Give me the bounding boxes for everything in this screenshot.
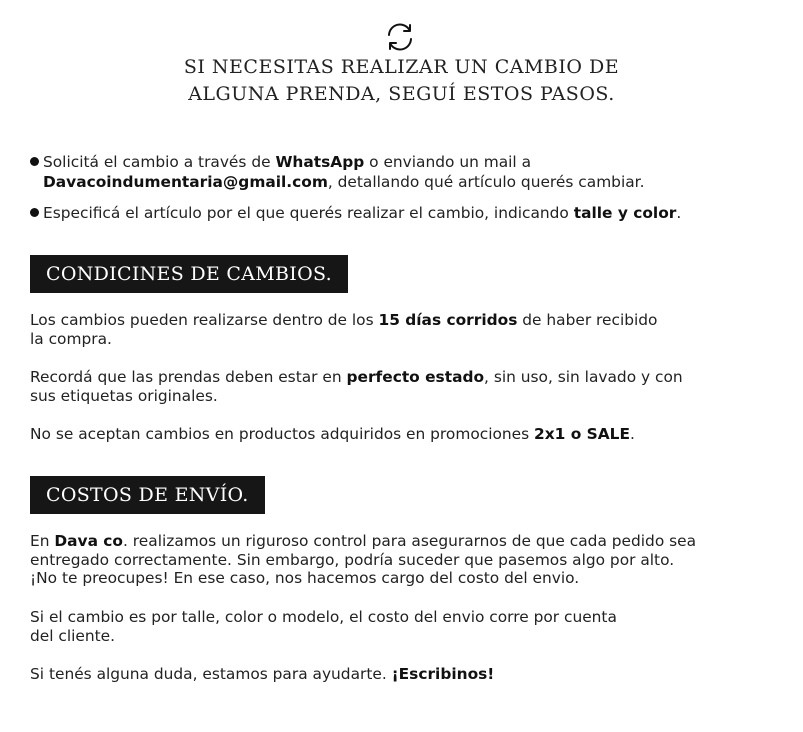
text: la compra. xyxy=(30,329,112,348)
text: En xyxy=(30,532,55,550)
brand-name: Dava co xyxy=(54,532,124,550)
step1-text: Solicitá el cambio a través de xyxy=(43,153,276,171)
conditions-paragraph-3 xyxy=(30,425,635,444)
text: No se aceptan cambios en productos adquiridos en promociones xyxy=(30,425,535,443)
conditions-paragraph-1 xyxy=(30,311,657,348)
step1-text-end: , detallando qué artículo querés cambiar. xyxy=(327,173,645,191)
text: sus etiquetas originales. xyxy=(30,386,218,405)
step1-text-mid: o enviando un mail a xyxy=(364,153,532,171)
text: ¡No te preocupes! En ese caso, nos hacemos cargo del costo del envio. xyxy=(30,569,580,587)
text: Si tenés alguna duda, estamos para ayudarte. xyxy=(30,665,392,683)
promo-exclusion: 2x1 o SALE xyxy=(534,425,630,443)
bullet-dot xyxy=(30,208,39,217)
conditions-paragraph-2 xyxy=(30,368,683,405)
size-color-text: talle y color xyxy=(573,204,677,222)
shipping-paragraph-1 xyxy=(30,532,696,588)
shipping-paragraph-2 xyxy=(30,608,617,645)
page-title-line-2: ALGUNA PRENDA, SEGUÍ ESTOS PASOS. xyxy=(188,83,615,105)
step2-text: Especificá el artículo por el que querés realizar el cambio, indicando xyxy=(43,204,574,222)
conditions-heading: CONDICINES DE CAMBIOS. xyxy=(30,255,348,293)
days-limit: 15 días corridos xyxy=(378,311,518,329)
text: . realizamos un riguroso control para asegurarnos de que cada pedido sea xyxy=(123,532,697,550)
text: . xyxy=(629,425,635,443)
write-us-text: ¡Escribinos! xyxy=(391,665,495,683)
email-address: Davacoindumentaria@gmail.com xyxy=(43,173,328,191)
text: entregado correctamente. Sin embargo, podría suceder que pasemos algo por alto. xyxy=(30,550,675,569)
step-item-1 xyxy=(30,152,644,192)
step2-text-end: . xyxy=(676,204,682,222)
shipping-paragraph-3 xyxy=(30,665,494,684)
text: del cliente. xyxy=(30,626,116,645)
bullet-dot xyxy=(30,157,39,166)
text: Los cambios pueden realizarse dentro de los xyxy=(30,311,379,329)
refresh-cycle-icon xyxy=(384,21,416,53)
step-item-2 xyxy=(30,203,681,223)
text: , sin uso, sin lavado y con xyxy=(484,368,683,386)
whatsapp-text: WhatsApp xyxy=(275,153,365,171)
text: Si el cambio es por talle, color o modelo, el costo del envio corre por cuenta xyxy=(30,608,617,626)
text: Recordá que las prendas deben estar en xyxy=(30,368,347,386)
page-title-line-1: SI NECESITAS REALIZAR UN CAMBIO DE xyxy=(183,56,620,78)
page-title xyxy=(0,54,803,108)
text: de haber recibido xyxy=(517,311,658,329)
condition-state: perfecto estado xyxy=(346,368,485,386)
shipping-heading: COSTOS DE ENVÍO. xyxy=(30,476,265,514)
